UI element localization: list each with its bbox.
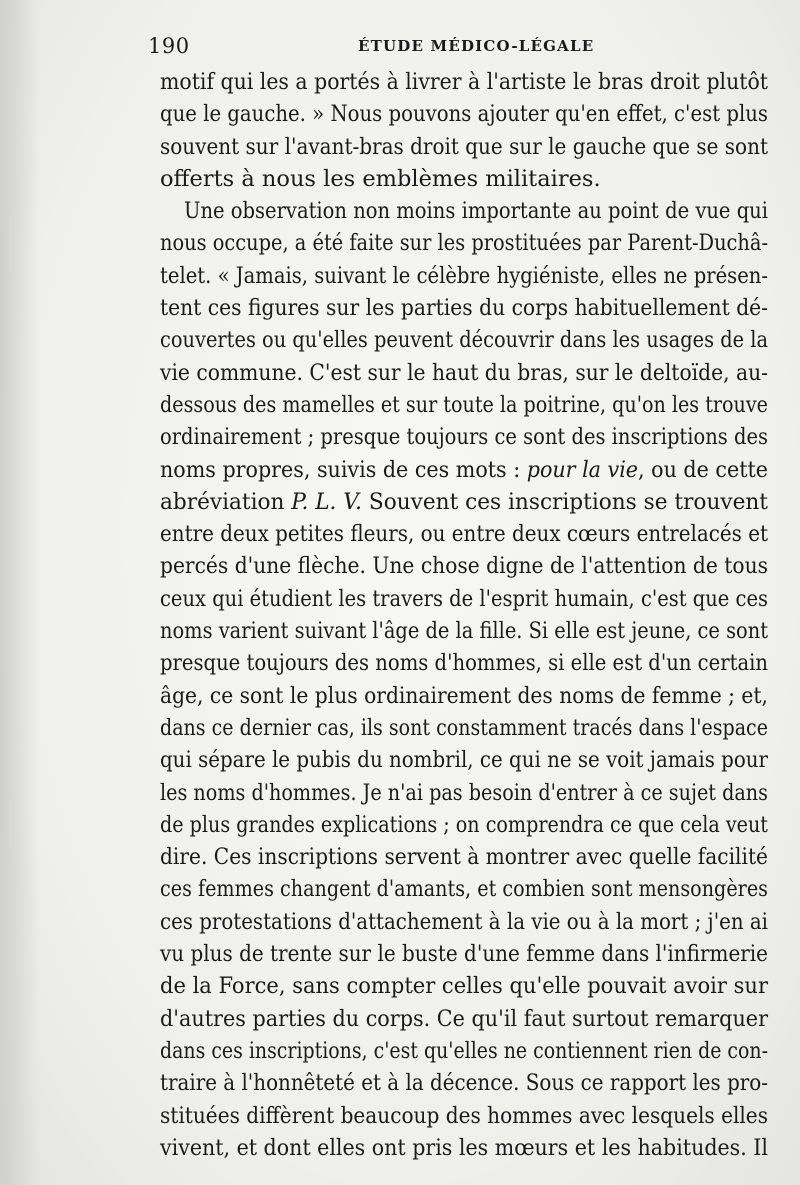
- text-line: offerts à nous les emblèmes militaires.: [160, 165, 601, 192]
- text-line: que le gauche. » Nous pouvons ajouter qu'en effet, c'est plus: [160, 101, 768, 128]
- text-line: noms varient suivant l'âge de la fille. Si elle est jeune, ce sont: [160, 618, 768, 645]
- text-line: ceux qui étudient les travers de l'esprit humain, c'est que ces: [160, 585, 768, 612]
- italic-phrase: pour la vie: [526, 456, 639, 483]
- page-number: 190: [148, 34, 190, 58]
- binding-shadow: [0, 0, 40, 1185]
- text-line: dire. Ces inscriptions servent à montrer avec quelle facilité: [160, 844, 768, 871]
- text-line: dans ces inscriptions, c'est qu'elles ne contiennent rien de con-: [160, 1037, 768, 1064]
- text-line: noms propres, suivis de ces mots : pour la vie, ou de cette: [160, 456, 768, 483]
- text-line: entre deux petites fleurs, ou entre deux cœurs entrelacés et: [160, 521, 768, 548]
- text-line: âge, ce sont le plus ordinairement des noms de femme ; et,: [160, 682, 768, 709]
- text-line: ces femmes changent d'amants, et combien sont mensongères: [160, 876, 768, 903]
- text-line: percés d'une flèche. Une chose digne de l'attention de tous: [160, 553, 768, 580]
- text-line: dans ce dernier cas, ils sont constamment tracés dans l'espace: [160, 714, 768, 741]
- text-line: vu plus de trente sur le buste d'une femme dans l'infirmerie: [160, 941, 768, 968]
- text-line: vie commune. C'est sur le haut du bras, sur le deltoïde, au-: [160, 359, 768, 386]
- text-line: stituées diffèrent beaucoup des hommes avec lesquels elles: [160, 1102, 768, 1129]
- text-line: couvertes ou qu'elles peuvent découvrir dans les usages de la: [160, 327, 768, 354]
- body-text: [160, 66, 768, 1164]
- text-line: traire à l'honnêteté et à la décence. Sous ce rapport les pro-: [160, 1070, 768, 1097]
- text-line: de la Force, sans compter celles qu'elle pouvait avoir sur: [160, 973, 768, 1000]
- text-line: d'autres parties du corps. Ce qu'il faut surtout remarquer: [160, 1005, 768, 1032]
- text-line: telet. « Jamais, suivant le célèbre hygiéniste, elles ne présen-: [160, 262, 768, 289]
- text-line: de plus grandes explications ; on comprendra ce que cela veut: [160, 811, 768, 838]
- running-title: ÉTUDE MÉDICO-LÉGALE: [358, 37, 595, 55]
- text-line: ordinairement ; presque toujours ce sont des inscriptions des: [160, 424, 768, 451]
- text-line: dessous des mamelles et sur toute la poitrine, qu'on les trouve: [160, 391, 768, 418]
- italic-abbreviation: P. L. V.: [291, 488, 363, 515]
- text-line: les noms d'hommes. Je n'ai pas besoin d'entrer à ce sujet dans: [160, 779, 768, 806]
- text-line: presque toujours des noms d'hommes, si elle est d'un certain: [160, 650, 768, 677]
- running-header: [148, 34, 758, 60]
- text-line: nous occupe, a été faite sur les prostituées par Parent-Duchâ-: [160, 230, 768, 257]
- text-line: abréviation P. L. V. Souvent ces inscriptions se trouvent: [160, 488, 768, 515]
- text-line: ces protestations d'attachement à la vie ou à la mort ; j'en ai: [160, 908, 768, 935]
- text-line: qui sépare le pubis du nombril, ce qui ne se voit jamais pour: [160, 747, 768, 774]
- text-line: tent ces figures sur les parties du corps habituellement dé-: [160, 295, 768, 322]
- text-line: souvent sur l'avant-bras droit que sur le gauche que se sont: [160, 133, 768, 160]
- text-line: motif qui les a portés à livrer à l'artiste le bras droit plutôt: [160, 69, 768, 95]
- text-line: Une observation non moins importante au point de vue qui: [184, 198, 768, 225]
- text-line: vivent, et dont elles ont pris les mœurs et les habitudes. Il: [160, 1134, 768, 1161]
